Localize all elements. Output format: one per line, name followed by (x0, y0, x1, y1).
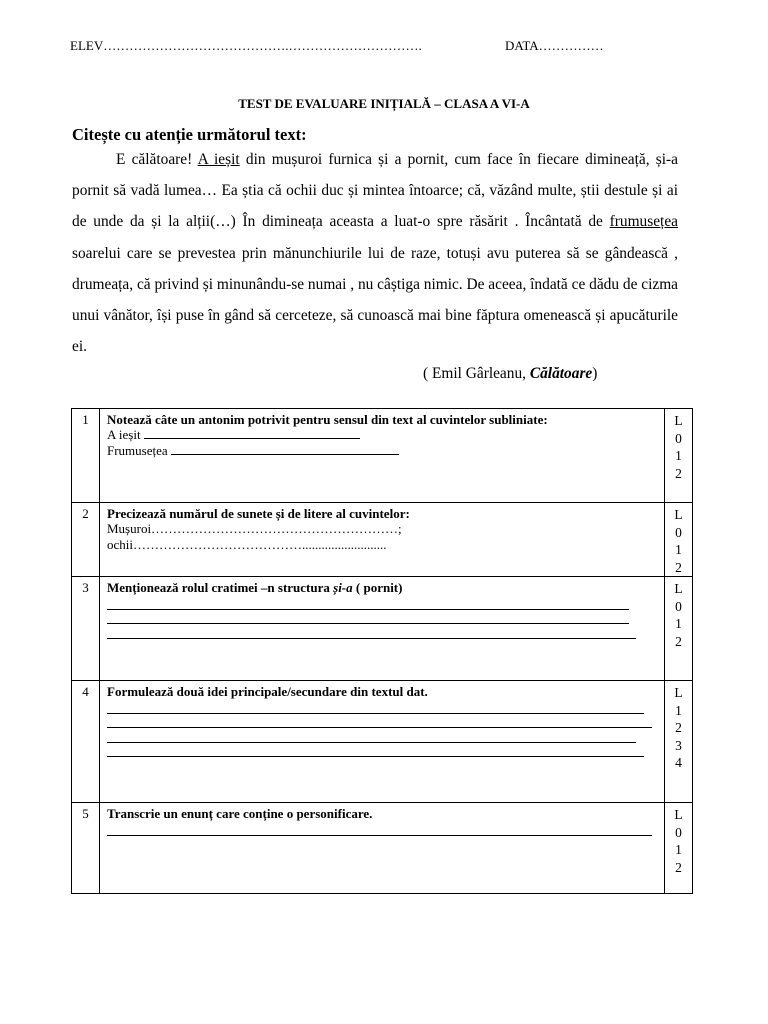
task-number: 2 (72, 503, 100, 577)
answer-line[interactable] (107, 743, 644, 758)
tasks-table (71, 408, 693, 894)
score-column: L 0 1 2 (665, 577, 693, 681)
task-title: Notează câte un antonim potrivit pentru sensul din text al cuvintelor subliniate: (107, 412, 548, 427)
task-body (100, 681, 665, 803)
answer-line[interactable] (107, 610, 629, 625)
date-field[interactable]: DATA…………… (505, 38, 604, 53)
score-column: L 1 2 3 4 (665, 681, 693, 803)
task-number: 1 (72, 409, 100, 503)
source-author: ( Emil Gârleanu, (423, 365, 530, 382)
task-title: Precizează numărul de sunete și de litere al cuvintelor: (107, 506, 410, 521)
answer-line[interactable]: Mușuroi…………………………………………………; (107, 521, 402, 536)
answer-blank[interactable] (144, 427, 360, 439)
answer-blank[interactable] (171, 443, 399, 455)
answer-line: Frumusețea (107, 443, 664, 459)
answer-line[interactable] (107, 595, 629, 610)
score-column: L 0 1 2 (665, 803, 693, 894)
source-suffix: ) (592, 365, 598, 382)
task-row (72, 409, 693, 503)
task-row (72, 681, 693, 803)
task-body (100, 409, 665, 503)
task-number: 3 (72, 577, 100, 681)
task-body (100, 503, 665, 577)
reading-passage (72, 144, 678, 362)
task-row (72, 503, 693, 577)
answer-line[interactable]: ochii………………………………….......................... (107, 536, 387, 552)
student-name-field[interactable]: ELEV…………………………………….…………………………. (70, 38, 422, 53)
underlined-word-a-iesit: A ieșit (197, 151, 240, 168)
score-column: L 0 1 2 (665, 503, 693, 577)
student-header (70, 38, 700, 54)
score-column: L 0 1 2 (665, 409, 693, 503)
task-title: Formulează două idei principale/secundare din textul dat. (107, 684, 428, 699)
answer-line[interactable] (107, 699, 644, 714)
passage-text-3: soarelui care se prevestea prin mănunchiurile lui de raze, totuși avu puterea să se gândească , drumeața, că privind și minunându-se numai , nu câștiga nimic. De aceea, îndată ce dădu de cizma unui vânător, își puse în gând să cerceteze, să cunoască mai bine făptura omenească și apucăturile ei. (72, 244, 678, 356)
answer-line[interactable] (107, 728, 636, 743)
task-title: Menționează rolul cratimei –n structura și-a ( pornit) (107, 580, 403, 595)
answer-line[interactable] (107, 714, 652, 729)
passage-text-1: E călătoare! (116, 151, 198, 168)
answer-line[interactable] (107, 624, 636, 639)
passage-source (423, 365, 597, 383)
underlined-word-frumusetea: frumusețea (609, 213, 678, 231)
task-number: 4 (72, 681, 100, 803)
task-number: 5 (72, 803, 100, 894)
test-title: TEST DE EVALUARE INIȚIALĂ – CLASA A VI-A (238, 96, 530, 111)
task-row (72, 577, 693, 681)
task-body (100, 577, 665, 681)
answer-line: A ieșit (107, 427, 664, 443)
reading-instruction: Citește cu atenție următorul text: (72, 125, 307, 144)
answer-line[interactable] (107, 821, 652, 836)
task-row (72, 803, 693, 894)
source-work-title: Călătoare (529, 365, 593, 382)
passage-text-2: din mușuroi furnica și a pornit, cum face în fiecare dimineață, și-a pornit să vadă lumea… Ea știa că ochii duc și mintea întoarce; că, văzând multe, știi destule și ai de unde da și la alții(…) În dimineața aceasta a luat-o spre răsărit . Încântată de (72, 151, 679, 231)
task-body (100, 803, 665, 894)
task-title: Transcrie un enunț care conține o personificare. (107, 806, 373, 821)
